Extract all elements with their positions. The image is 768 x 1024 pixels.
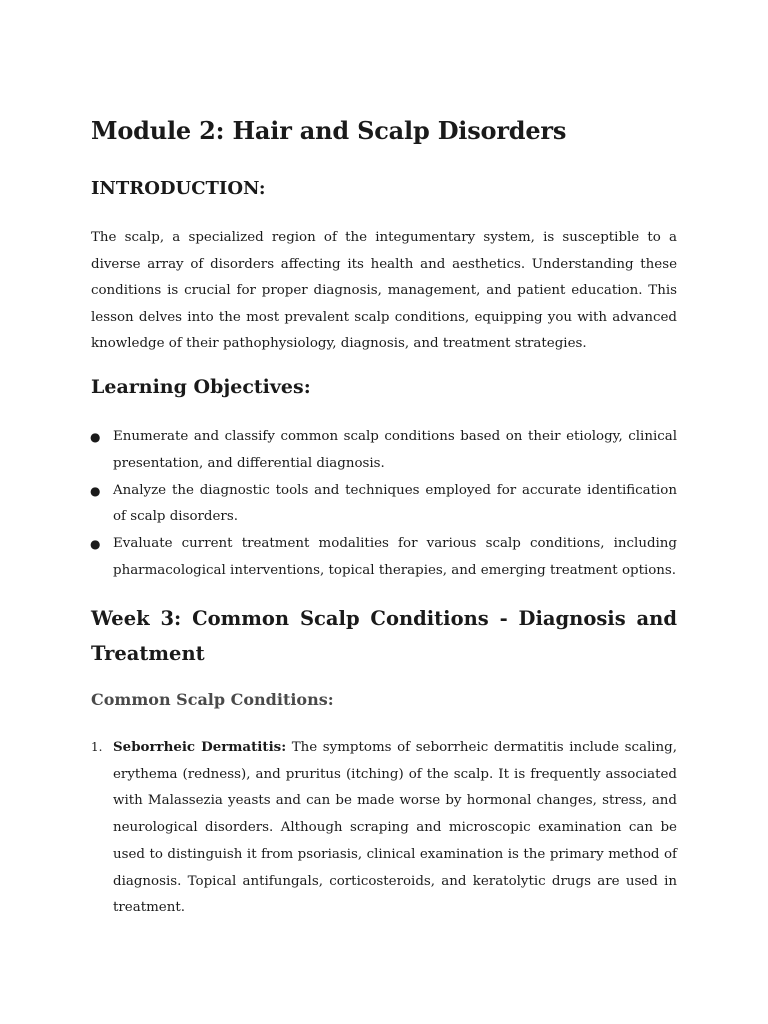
objective-text: Enumerate and classify common scalp conditions based on their etiology, clinical presentation, and differential diagnosis.: [113, 429, 677, 471]
list-item: [91, 531, 677, 585]
objective-text: Evaluate current treatment modalities for various scalp conditions, including pharmacological interventions, topical therapies, and emerging treatment options.: [113, 536, 677, 578]
list-item: [91, 734, 677, 922]
introduction-paragraph: The scalp, a specialized region of the integumentary system, is susceptible to a diverse array of disorders affecting its health and aesthetics. Understanding these conditions is crucial for proper diagnosis, management, and patient education. This lesson delves into the most prevalent scalp conditions, equipping you with advanced knowledge of their pathophysiology, diagnosis, and treatment strategies.: [91, 230, 677, 351]
bullet-icon: ●: [90, 483, 101, 498]
learning-objectives-list: [91, 424, 677, 585]
condition-description: The symptoms of seborrheic dermatitis include scaling, erythema (redness), and pruritus (itching) of the scalp. It is frequently associated with Malassezia yeasts and can be made worse by hormonal changes, stress, and neurological disorders. Although scraping and microscopic examination can be used to distinguish it from psoriasis, clinical examination is the primary method of diagnosis. Topical antifungals, corticosteroids, and keratolytic drugs are used in treatment.: [113, 740, 677, 916]
conditions-list: [91, 734, 677, 922]
bullet-icon: ●: [90, 537, 101, 552]
page-title: Module 2: Hair and Scalp Disorders: [91, 116, 567, 145]
list-number: 1.: [91, 740, 103, 754]
week-heading: Week 3: Common Scalp Conditions - Diagnosis and Treatment: [91, 607, 677, 665]
list-item: [91, 478, 677, 532]
list-item: [91, 424, 677, 478]
objective-text: Analyze the diagnostic tools and techniques employed for accurate identification of scalp disorders.: [113, 482, 677, 525]
introduction-heading: INTRODUCTION:: [91, 178, 266, 199]
learning-objectives-heading: Learning Objectives:: [91, 376, 311, 398]
condition-term: Seborrheic Dermatitis:: [113, 739, 287, 755]
common-conditions-heading: Common Scalp Conditions:: [91, 690, 334, 709]
bullet-icon: ●: [90, 430, 101, 444]
